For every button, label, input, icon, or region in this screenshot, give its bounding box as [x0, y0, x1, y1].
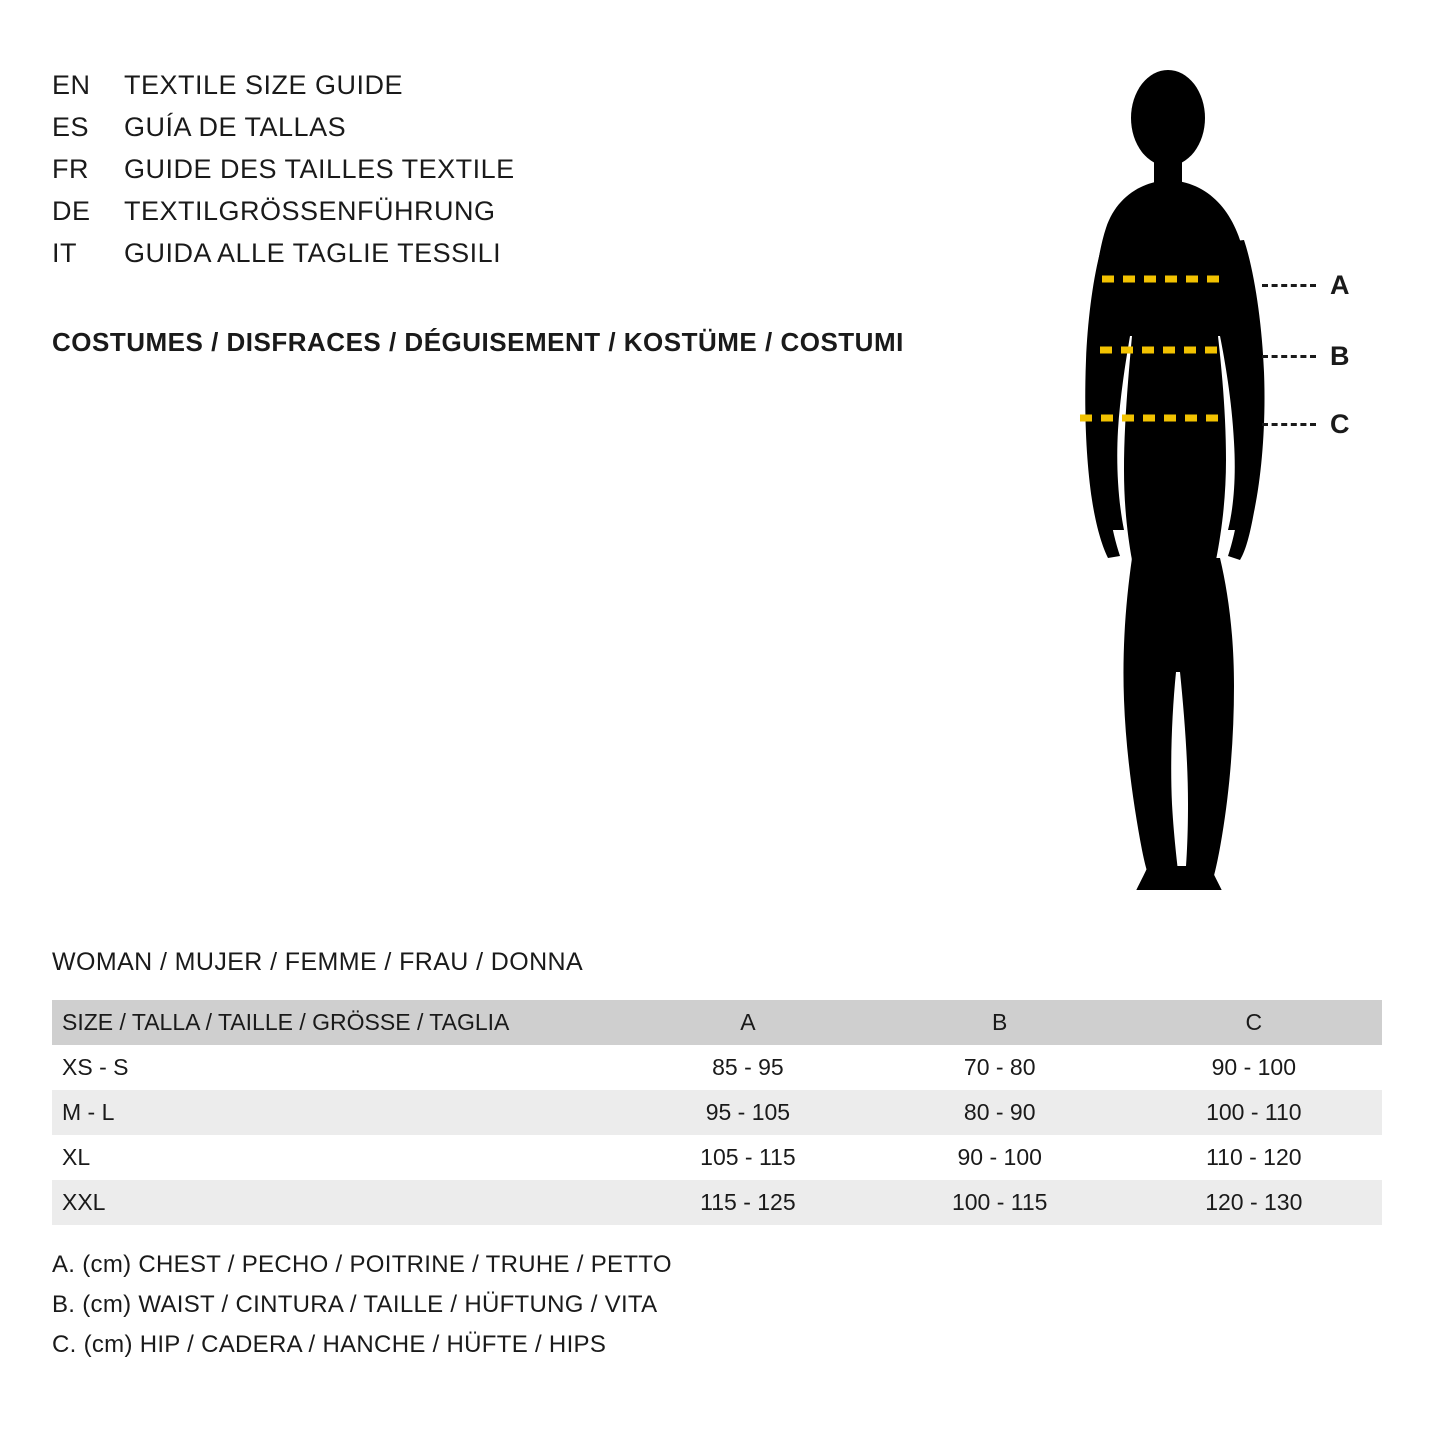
marker-leader-line [1262, 423, 1316, 426]
cell-c: 120 - 130 [1205, 1189, 1303, 1215]
table-row [52, 1045, 1382, 1090]
language-code: FR [52, 154, 89, 184]
language-list [52, 70, 1002, 280]
cell-b: 80 - 90 [963, 1099, 1036, 1125]
language-title: GUIDE DES TAILLES TEXTILE [124, 154, 515, 184]
column-header-b: B [992, 1009, 1008, 1035]
table-title: WOMAN / MUJER / FEMME / FRAU / DONNA [52, 948, 584, 976]
table-row [52, 1180, 1382, 1225]
marker-letter: C [1330, 409, 1350, 439]
legend-line-b: B. (cm) WAIST / CINTURA / TAILLE / HÜFTUNG / VITA [52, 1291, 658, 1318]
language-row [52, 70, 1002, 112]
cell-c: 90 - 100 [1211, 1054, 1297, 1080]
marker-a [1262, 270, 1350, 301]
language-row [52, 238, 1002, 280]
cell-size: XS - S [62, 1054, 129, 1080]
language-code: ES [52, 112, 90, 142]
cell-b: 70 - 80 [963, 1054, 1036, 1080]
column-header-size: SIZE / TALLA / TAILLE / GRÖSSE / TAGLIA [62, 1009, 510, 1035]
marker-c [1262, 409, 1350, 440]
cell-c: 110 - 120 [1206, 1144, 1302, 1170]
language-code: EN [52, 70, 91, 100]
cell-c: 100 - 110 [1206, 1099, 1302, 1125]
cell-b: 90 - 100 [957, 1144, 1042, 1170]
language-row [52, 154, 1002, 196]
language-code: DE [52, 196, 91, 226]
cell-a: 115 - 125 [700, 1189, 796, 1215]
language-title: GUÍA DE TALLAS [124, 112, 347, 142]
table-head [52, 1000, 1382, 1045]
language-row [52, 196, 1002, 238]
cell-a: 85 - 95 [712, 1054, 784, 1080]
language-title: TEXTILGRÖSSENFÜHRUNG [124, 196, 496, 226]
column-header-c: C [1245, 1009, 1263, 1035]
body-figure [1020, 60, 1400, 890]
cell-size: XL [62, 1144, 91, 1170]
marker-leader-line [1262, 355, 1316, 358]
cell-a: 95 - 105 [705, 1099, 791, 1125]
language-title: GUIDA ALLE TAGLIE TESSILI [124, 238, 502, 268]
column-header-a: A [740, 1009, 756, 1035]
category-heading: COSTUMES / DISFRACES / DÉGUISEMENT / KOSTÜME / COSTUMI [52, 327, 904, 357]
cell-size: M - L [62, 1099, 115, 1125]
cell-a: 105 - 115 [700, 1144, 796, 1170]
table-body [52, 1045, 1382, 1225]
marker-letter: B [1330, 341, 1350, 371]
table-row [52, 1135, 1382, 1180]
table-header-row [52, 1000, 1382, 1045]
cell-b: 100 - 115 [951, 1189, 1048, 1215]
marker-leader-line [1262, 284, 1316, 287]
language-title: TEXTILE SIZE GUIDE [124, 70, 404, 100]
size-table [52, 1000, 1382, 1225]
measurement-legend [52, 1245, 1052, 1365]
legend-line-c: C. (cm) HIP / CADERA / HANCHE / HÜFTE / HIPS [52, 1331, 607, 1358]
language-code: IT [52, 238, 77, 268]
female-silhouette-icon [1020, 60, 1400, 890]
table-row [52, 1090, 1382, 1135]
marker-b [1262, 341, 1350, 372]
language-row [52, 112, 1002, 154]
legend-line-a: A. (cm) CHEST / PECHO / POITRINE / TRUHE / PETTO [52, 1251, 672, 1278]
cell-size: XXL [62, 1189, 106, 1215]
marker-letter: A [1330, 270, 1350, 300]
